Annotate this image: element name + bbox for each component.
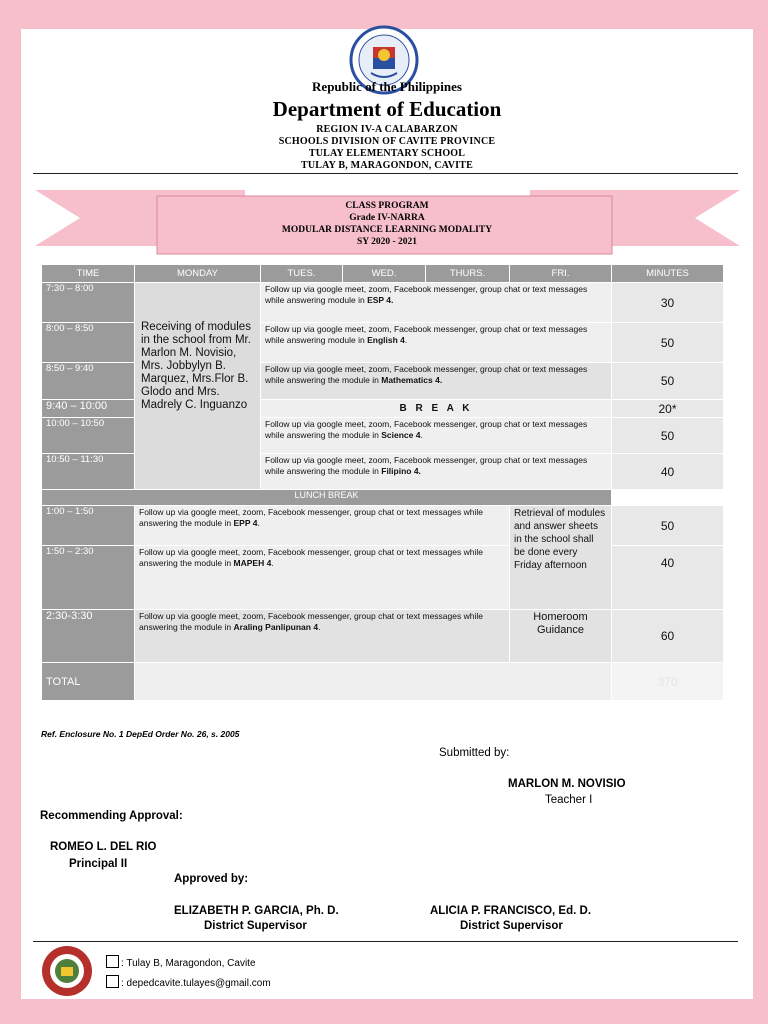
supervisor-2-title: District Supervisor (460, 920, 563, 932)
footer-address: : Tulay B, Maragondon, Cavite (106, 955, 256, 969)
banner-school-year: SY 2020 - 2021 (356, 237, 418, 247)
teacher-name: MARLON M. NOVISIO (508, 778, 626, 790)
approved-by-label: Approved by: (174, 873, 249, 885)
location-icon (106, 955, 119, 968)
total-row (42, 663, 724, 701)
activity-cell: Follow up via google meet, zoom, Facebook messenger, group chat or text messages while answering the module in EPP 4. (135, 506, 510, 546)
time-cell: 8:00 – 8:50 (42, 323, 135, 363)
table-row (42, 546, 724, 610)
schedule-table (41, 264, 724, 701)
minutes-cell: 50 (612, 323, 724, 363)
monday-receiving-cell: Receiving of modules in the school from Mr. Marlon M. Novisio, Mrs. Jobbylyn B. Marquez, Mrs.Flor B. Glodo and Mrs. Madrely C. Inguanzo (135, 283, 261, 490)
department-heading: Department of Education (272, 97, 502, 121)
activity-cell: Follow up via google meet, zoom, Facebook messenger, group chat or text messages while answering the module in MAPEH 4. (135, 546, 510, 610)
header-minutes: MINUTES (612, 265, 724, 283)
minutes-cell: 40 (612, 546, 724, 610)
minutes-cell: 60 (612, 610, 724, 663)
header-tuesday: TUES. (261, 265, 343, 283)
supervisor-2-name: ALICIA P. FRANCISCO, Ed. D. (430, 905, 592, 917)
document-page (21, 29, 753, 999)
time-cell: 9:40 – 10:00 (42, 400, 135, 418)
table-row (42, 283, 724, 323)
school-heading: TULAY ELEMENTARY SCHOOL (308, 148, 466, 159)
total-minutes: 370 (612, 663, 724, 701)
activity-cell: Follow up via google meet, zoom, Facebook messenger, group chat or text messages while answering the module in Filipino 4. (261, 454, 612, 490)
table-row (42, 610, 724, 663)
activity-cell: Follow up via google meet, zoom, Facebook messenger, group chat or text messages while answering the module in Mathematics 4. (261, 363, 612, 400)
principal-title: Principal II (69, 858, 128, 870)
supervisor-1-title: District Supervisor (204, 920, 307, 932)
activity-cell: Follow up via google meet, zoom, Facebook messenger, group chat or text messages while answering module in ESP 4. (261, 283, 612, 323)
region-heading: REGION IV-A CALABARZON (316, 124, 458, 135)
address-heading: TULAY B, MARAGONDON, CAVITE (301, 160, 473, 171)
header-friday: FRI. (510, 265, 612, 283)
school-logo-icon (41, 945, 93, 997)
header-divider (33, 173, 738, 174)
header-time: TIME (42, 265, 135, 283)
time-cell: 7:30 – 8:00 (42, 283, 135, 323)
teacher-title: Teacher I (545, 794, 593, 806)
banner-modality: MODULAR DISTANCE LEARNING MODALITY (281, 225, 493, 235)
footer-email: : depedcavite.tulayes@gmail.com (106, 975, 271, 989)
lunch-break-cell: LUNCH BREAK (42, 490, 612, 506)
friday-retrieval-note: Retrieval of modules and answer sheets in the school shall be done every Friday afternoon (510, 506, 612, 610)
header-thursday: THURS. (426, 265, 510, 283)
principal-name: ROMEO L. DEL RIO (50, 841, 157, 853)
supervisor-1-name: ELIZABETH P. GARCIA, Ph. D. (174, 905, 339, 917)
submitted-by-label: Submitted by: (439, 747, 510, 759)
activity-cell: Follow up via google meet, zoom, Facebook messenger, group chat or text messages while answering the module in Science 4. (261, 418, 612, 454)
total-label: TOTAL (42, 663, 135, 701)
recommending-approval-label: Recommending Approval: (40, 810, 183, 822)
time-cell: 1:00 – 1:50 (42, 506, 135, 546)
minutes-cell: 50 (612, 506, 724, 546)
lunch-row (42, 490, 724, 506)
time-cell: 8:50 – 9:40 (42, 363, 135, 400)
minutes-cell: 50 (612, 363, 724, 400)
reference-note: Ref. Enclosure No. 1 DepEd Order No. 26, s. 2005 (41, 729, 240, 739)
minutes-cell: 50 (612, 418, 724, 454)
republic-heading: Republic of the Philippines (312, 79, 462, 94)
time-cell: 2:30-3:30 (42, 610, 135, 663)
division-heading: SCHOOLS DIVISION OF CAVITE PROVINCE (278, 136, 496, 147)
footer-divider (33, 941, 738, 942)
break-cell: B R E A K (261, 400, 612, 418)
activity-cell: Follow up via google meet, zoom, Facebook messenger, group chat or text messages while answering the module in Araling Panlipunan 4. (135, 610, 510, 663)
header-monday: MONDAY (135, 265, 261, 283)
time-cell: 1:50 – 2:30 (42, 546, 135, 610)
minutes-cell: 40 (612, 454, 724, 490)
email-icon (106, 975, 119, 988)
banner-grade: Grade IV-NARRA (349, 213, 425, 223)
header-wednesday: WED. (343, 265, 426, 283)
time-cell: 10:00 – 10:50 (42, 418, 135, 454)
activity-cell: Follow up via google meet, zoom, Facebook messenger, group chat or text messages while answering module in English 4. (261, 323, 612, 363)
minutes-cell: 30 (612, 283, 724, 323)
table-row (42, 506, 724, 546)
banner-class-program: CLASS PROGRAM (345, 201, 429, 211)
minutes-cell: 20* (612, 400, 724, 418)
time-cell: 10:50 – 11:30 (42, 454, 135, 490)
table-header-row (42, 265, 724, 283)
homeroom-guidance-cell: Homeroom Guidance (510, 610, 612, 663)
